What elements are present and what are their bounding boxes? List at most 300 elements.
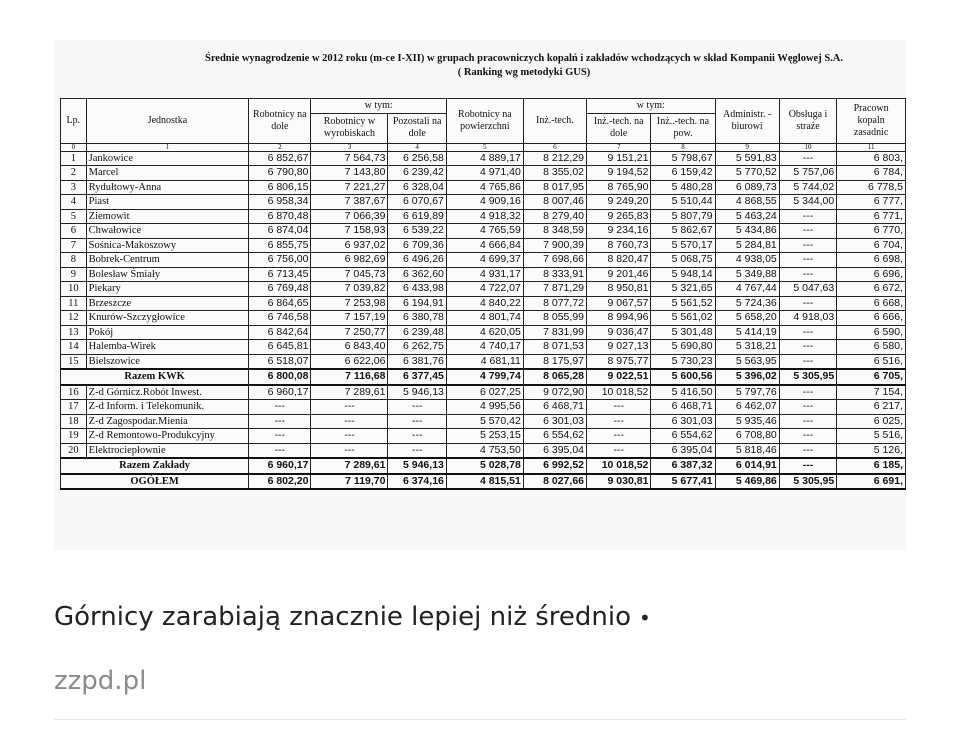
wage-cell: 6 870,48 <box>249 209 311 224</box>
wage-cell: 5 770,52 <box>715 166 779 181</box>
wage-cell: 6 622,06 <box>311 354 388 369</box>
unit-name: Piekary <box>86 282 249 297</box>
column-number: 2 <box>249 143 311 151</box>
wage-cell: 5 862,67 <box>651 224 715 239</box>
wage-cell: 6 803, <box>837 151 906 166</box>
wage-cell: --- <box>249 414 311 429</box>
wage-cell: 9 249,20 <box>587 195 651 210</box>
wage-cell: 6 380,78 <box>388 311 446 326</box>
wage-cell: 6 301,03 <box>651 414 715 429</box>
wage-cell: 9 201,46 <box>587 267 651 282</box>
header-w-tym-2: w tym: <box>587 99 716 114</box>
wage-cell: --- <box>779 340 836 355</box>
wage-cell: 8 950,81 <box>587 282 651 297</box>
wage-cell: --- <box>779 354 836 369</box>
column-number: 5 <box>446 143 523 151</box>
wage-cell: 6 377,45 <box>388 369 446 385</box>
table-row <box>61 209 906 224</box>
header-pozostali-na-dole: Pozostali na dole <box>388 113 446 143</box>
wage-cell: 6 645,81 <box>249 340 311 355</box>
row-number: 7 <box>61 238 87 253</box>
wage-cell: --- <box>311 400 388 415</box>
wage-cell: 6 619,89 <box>388 209 446 224</box>
wage-cell: 7 387,67 <box>311 195 388 210</box>
column-number: 3 <box>311 143 388 151</box>
wage-cell: 6 704, <box>837 238 906 253</box>
table-row <box>61 267 906 282</box>
wage-cell: 4 868,55 <box>715 195 779 210</box>
column-number: 0 <box>61 143 87 151</box>
wage-cell: --- <box>587 443 651 458</box>
unit-name: Sośnica-Makoszowy <box>86 238 249 253</box>
article-caption-text[interactable]: Górnicy zarabiają znacznie lepiej niż średnio <box>54 602 632 632</box>
wage-cell: --- <box>779 209 836 224</box>
table-row <box>61 414 906 429</box>
wage-cell: 8 348,59 <box>523 224 586 239</box>
wage-cell: 6 958,34 <box>249 195 311 210</box>
divider <box>54 719 906 720</box>
wage-cell: 6 554,62 <box>523 429 586 444</box>
unit-name: Halemba-Wirek <box>86 340 249 355</box>
article-source[interactable]: zzpd.pl <box>54 666 147 696</box>
wage-cell: 8 212,29 <box>523 151 586 166</box>
wage-cell: 6 387,32 <box>651 458 715 474</box>
wage-cell: 6 217, <box>837 400 906 415</box>
row-number: 20 <box>61 443 87 458</box>
row-number: 1 <box>61 151 87 166</box>
wage-cell: 6 301,03 <box>523 414 586 429</box>
wage-cell: 6 239,48 <box>388 325 446 340</box>
wage-cell: 4 889,17 <box>446 151 523 166</box>
wage-cell: 6 852,67 <box>249 151 311 166</box>
wage-cell: --- <box>249 443 311 458</box>
wage-cell: 8 077,72 <box>523 296 586 311</box>
wage-cell: 6 756,00 <box>249 253 311 268</box>
wage-cell: 6 362,60 <box>388 267 446 282</box>
wage-cell: 6 843,40 <box>311 340 388 355</box>
table-row <box>61 253 906 268</box>
wage-cell: 6 864,65 <box>249 296 311 311</box>
wage-cell: 5 510,44 <box>651 195 715 210</box>
wage-cell: 5 757,06 <box>779 166 836 181</box>
header-administr-biurowi: Administr. -biurowi <box>715 99 779 144</box>
wage-cell: --- <box>311 443 388 458</box>
wage-cell: 5 318,21 <box>715 340 779 355</box>
table-row <box>61 325 906 340</box>
wage-cell: 6 539,22 <box>388 224 446 239</box>
wage-cell: --- <box>249 429 311 444</box>
table-row <box>61 224 906 239</box>
column-number: 6 <box>523 143 586 151</box>
wage-cell: 5 946,13 <box>388 458 446 474</box>
wage-cell: --- <box>779 429 836 444</box>
header-inz-tech-na-dole: Inż.-tech. na dole <box>587 113 651 143</box>
wage-cell: 5 946,13 <box>388 385 446 400</box>
wage-cell: 5 807,79 <box>651 209 715 224</box>
wage-cell: 5 658,20 <box>715 311 779 326</box>
wage-cell: 8 279,40 <box>523 209 586 224</box>
document-image[interactable] <box>54 40 906 550</box>
wage-cell: 7 831,99 <box>523 325 586 340</box>
wage-cell: 7 154, <box>837 385 906 400</box>
wage-cell: 6 025, <box>837 414 906 429</box>
wage-cell: 5 434,86 <box>715 224 779 239</box>
wage-cell: 4 909,16 <box>446 195 523 210</box>
wage-cell: 9 265,83 <box>587 209 651 224</box>
wage-cell: 6 874,04 <box>249 224 311 239</box>
wage-cell: 8 765,90 <box>587 180 651 195</box>
wage-cell: 6 708,80 <box>715 429 779 444</box>
wage-cell: 6 468,71 <box>523 400 586 415</box>
wage-cell: --- <box>779 224 836 239</box>
unit-name: Bolesław Śmiały <box>86 267 249 282</box>
row-number: 19 <box>61 429 87 444</box>
caption-bullet: • <box>639 606 651 630</box>
wage-cell: 6 256,58 <box>388 151 446 166</box>
unit-name: Pokój <box>86 325 249 340</box>
row-number: 2 <box>61 166 87 181</box>
row-number: 9 <box>61 267 87 282</box>
header-robotnicy-w-wyrobiskach: Robotnicy w wyrobiskach <box>311 113 388 143</box>
row-number: 8 <box>61 253 87 268</box>
wage-cell: 6 433,98 <box>388 282 446 297</box>
wage-cell: 6 855,75 <box>249 238 311 253</box>
wage-cell: 8 760,73 <box>587 238 651 253</box>
wage-cell: 5 305,95 <box>779 369 836 385</box>
wage-cell: 8 071,53 <box>523 340 586 355</box>
wage-cell: 4 815,51 <box>446 474 523 490</box>
column-number: 7 <box>587 143 651 151</box>
column-number: 1 <box>86 143 249 151</box>
wage-cell: 7 871,29 <box>523 282 586 297</box>
wage-cell: 6 580, <box>837 340 906 355</box>
wage-cell: 5 068,75 <box>651 253 715 268</box>
wage-cell: 7 564,73 <box>311 151 388 166</box>
wage-cell: 5 284,81 <box>715 238 779 253</box>
wage-cell: 6 937,02 <box>311 238 388 253</box>
wage-cell: 4 801,74 <box>446 311 523 326</box>
wage-cell: --- <box>311 429 388 444</box>
wage-cell: 8 175,97 <box>523 354 586 369</box>
header-pracownicy-kopaln: Pracown kopaln zasadnic <box>837 99 906 144</box>
wage-cell: 7 221,27 <box>311 180 388 195</box>
wage-cell: 5 818,46 <box>715 443 779 458</box>
wage-cell: 6 554,62 <box>651 429 715 444</box>
table-row <box>61 180 906 195</box>
document-title-line-2: ( Ranking wg metodyki GUS) <box>457 67 591 78</box>
wage-cell: 7 066,39 <box>311 209 388 224</box>
wage-cell: 5 561,02 <box>651 311 715 326</box>
table-row <box>61 400 906 415</box>
table-total-row <box>61 369 906 385</box>
table-row <box>61 296 906 311</box>
wage-cell: --- <box>779 443 836 458</box>
wage-cell: 6 696, <box>837 267 906 282</box>
row-number: 3 <box>61 180 87 195</box>
wage-cell: 5 570,42 <box>446 414 523 429</box>
wage-cell: 6 778,5 <box>837 180 906 195</box>
row-number: 5 <box>61 209 87 224</box>
unit-name: Z-d Górnicz.Robót Inwest. <box>86 385 249 400</box>
wage-cell: 8 820,47 <box>587 253 651 268</box>
row-number: 11 <box>61 296 87 311</box>
header-inz-tech: Inż.-tech. <box>523 99 586 144</box>
wage-cell: 7 116,68 <box>311 369 388 385</box>
wage-cell: 5 416,50 <box>651 385 715 400</box>
wage-cell: 4 765,86 <box>446 180 523 195</box>
unit-name: Piast <box>86 195 249 210</box>
wage-cell: --- <box>779 458 836 474</box>
wage-cell: 6 395,04 <box>651 443 715 458</box>
wage-cell: 7 143,80 <box>311 166 388 181</box>
wage-cell: 5 396,02 <box>715 369 779 385</box>
table-row <box>61 311 906 326</box>
row-number: 18 <box>61 414 87 429</box>
wage-cell: 5 724,36 <box>715 296 779 311</box>
wage-cell: 5 126, <box>837 443 906 458</box>
wage-cell: 6 769,48 <box>249 282 311 297</box>
table-row <box>61 354 906 369</box>
wage-cell: 5 344,00 <box>779 195 836 210</box>
wage-cell: 5 047,63 <box>779 282 836 297</box>
wage-cell: 6 800,08 <box>249 369 311 385</box>
wage-cell: 4 620,05 <box>446 325 523 340</box>
wage-cell: 5 321,65 <box>651 282 715 297</box>
wage-cell: 8 994,96 <box>587 311 651 326</box>
wage-cell: 4 765,59 <box>446 224 523 239</box>
wage-cell: 6 960,17 <box>249 385 311 400</box>
table-row <box>61 238 906 253</box>
wage-cell: 7 158,93 <box>311 224 388 239</box>
wage-cell: 5 028,78 <box>446 458 523 474</box>
wage-cell: 9 036,47 <box>587 325 651 340</box>
wage-cell: --- <box>779 253 836 268</box>
wage-cell: 9 030,81 <box>587 474 651 490</box>
header-w-tym-1: w tym: <box>311 99 446 114</box>
total-label: Razem KWK <box>61 369 249 385</box>
wage-cell: 6 590, <box>837 325 906 340</box>
wage-cell: 5 305,95 <box>779 474 836 490</box>
wage-cell: 6 691, <box>837 474 906 490</box>
unit-name: Z-d Remontowo-Produkcyjny <box>86 429 249 444</box>
wage-cell: --- <box>587 429 651 444</box>
wage-cell: 4 995,56 <box>446 400 523 415</box>
wage-cell: 6 770, <box>837 224 906 239</box>
unit-name: Brzeszcze <box>86 296 249 311</box>
wage-cell: --- <box>388 443 446 458</box>
article-caption[interactable] <box>54 602 651 632</box>
row-number: 13 <box>61 325 87 340</box>
wage-cell: 7 289,61 <box>311 458 388 474</box>
wage-cell: 5 301,48 <box>651 325 715 340</box>
unit-name: Ziemowit <box>86 209 249 224</box>
wage-cell: --- <box>311 414 388 429</box>
wage-cell: 4 931,17 <box>446 267 523 282</box>
wage-cell: 6 518,07 <box>249 354 311 369</box>
wage-cell: 5 563,95 <box>715 354 779 369</box>
column-number: 9 <box>715 143 779 151</box>
wage-cell: 7 253,98 <box>311 296 388 311</box>
wage-cell: 6 790,80 <box>249 166 311 181</box>
wages-table <box>60 98 906 490</box>
wage-cell: 6 027,25 <box>446 385 523 400</box>
unit-name: Rydułtowy-Anna <box>86 180 249 195</box>
wage-cell: 6 185, <box>837 458 906 474</box>
table-row <box>61 429 906 444</box>
total-label: OGÓŁEM <box>61 474 249 490</box>
column-number: 10 <box>779 143 836 151</box>
wage-cell: 4 681,11 <box>446 354 523 369</box>
wage-cell: 6 802,20 <box>249 474 311 490</box>
table-row <box>61 151 906 166</box>
column-number: 4 <box>388 143 446 151</box>
wage-cell: 6 159,42 <box>651 166 715 181</box>
wage-cell: 6 982,69 <box>311 253 388 268</box>
wage-cell: 9 022,51 <box>587 369 651 385</box>
unit-name: Knurów-Szczygłowice <box>86 311 249 326</box>
table-total-row <box>61 474 906 490</box>
wage-cell: 7 045,73 <box>311 267 388 282</box>
unit-name: Chwałowice <box>86 224 249 239</box>
wage-cell: 10 018,52 <box>587 458 651 474</box>
unit-name: Marcel <box>86 166 249 181</box>
wage-cell: 5 948,14 <box>651 267 715 282</box>
wage-cell: 6 381,76 <box>388 354 446 369</box>
column-number: 8 <box>651 143 715 151</box>
wage-cell: 6 705, <box>837 369 906 385</box>
wage-cell: --- <box>779 414 836 429</box>
header-inz-tech-na-pow: Inż..-tech. na pow. <box>651 113 715 143</box>
wage-cell: 4 740,17 <box>446 340 523 355</box>
table-total-row <box>61 458 906 474</box>
wage-cell: 6 516, <box>837 354 906 369</box>
wage-cell: 7 157,19 <box>311 311 388 326</box>
wage-cell: 4 666,84 <box>446 238 523 253</box>
wage-cell: 10 018,52 <box>587 385 651 400</box>
wage-cell: 7 698,66 <box>523 253 586 268</box>
unit-name: Z-d Zagospodar.Mienia <box>86 414 249 429</box>
wage-cell: 6 992,52 <box>523 458 586 474</box>
wage-cell: 5 600,56 <box>651 369 715 385</box>
wage-cell: --- <box>779 325 836 340</box>
wage-cell: 5 744,02 <box>779 180 836 195</box>
wage-cell: --- <box>587 400 651 415</box>
wage-cell: 9 234,16 <box>587 224 651 239</box>
header-robotnicy-na-powierzchni: Robotnicy na powierzchni <box>446 99 523 144</box>
wage-cell: 6 746,58 <box>249 311 311 326</box>
wage-cell: 7 289,61 <box>311 385 388 400</box>
wage-cell: 6 777, <box>837 195 906 210</box>
wage-cell: 5 677,41 <box>651 474 715 490</box>
wage-cell: 5 561,52 <box>651 296 715 311</box>
wage-cell: 5 463,24 <box>715 209 779 224</box>
unit-name: Elektrociepłownie <box>86 443 249 458</box>
wage-cell: --- <box>587 414 651 429</box>
wage-cell: --- <box>779 400 836 415</box>
wage-cell: 4 767,44 <box>715 282 779 297</box>
table-row <box>61 385 906 400</box>
wage-cell: 4 938,05 <box>715 253 779 268</box>
wage-cell: 8 027,66 <box>523 474 586 490</box>
wage-cell: 8 333,91 <box>523 267 586 282</box>
wage-cell: 6 070,67 <box>388 195 446 210</box>
wage-cell: 6 842,64 <box>249 325 311 340</box>
wage-cell: 5 349,88 <box>715 267 779 282</box>
unit-name: Bobrek-Centrum <box>86 253 249 268</box>
table-row <box>61 166 906 181</box>
wage-cell: --- <box>779 151 836 166</box>
unit-name: Bielszowice <box>86 354 249 369</box>
wage-cell: 8 975,77 <box>587 354 651 369</box>
wage-cell: 6 709,36 <box>388 238 446 253</box>
wage-cell: 4 722,07 <box>446 282 523 297</box>
wage-cell: --- <box>779 385 836 400</box>
wage-cell: 5 570,17 <box>651 238 715 253</box>
wage-cell: --- <box>779 267 836 282</box>
row-number: 6 <box>61 224 87 239</box>
wage-cell: 9 194,52 <box>587 166 651 181</box>
wage-cell: 6 262,75 <box>388 340 446 355</box>
wage-cell: --- <box>388 400 446 415</box>
wage-cell: 4 918,03 <box>779 311 836 326</box>
wage-cell: 6 960,17 <box>249 458 311 474</box>
table-row <box>61 195 906 210</box>
wage-cell: 7 900,39 <box>523 238 586 253</box>
wage-cell: 4 753,50 <box>446 443 523 458</box>
wage-cell: 5 591,83 <box>715 151 779 166</box>
document-title-line-1: Średnie wynagrodzenie w 2012 roku (m-ce I-XII) w grupach pracowniczych kopalń i zakładów wchodzących w skład Kompanii Węglowej S.A. <box>205 53 843 64</box>
document-title <box>144 52 904 80</box>
header-lp: Lp. <box>61 99 87 144</box>
wage-cell: 6 239,42 <box>388 166 446 181</box>
wage-cell: 6 672, <box>837 282 906 297</box>
wage-cell: 9 072,90 <box>523 385 586 400</box>
header-jednostka: Jednostka <box>86 99 249 144</box>
wage-cell: 5 690,80 <box>651 340 715 355</box>
wage-cell: 9 151,21 <box>587 151 651 166</box>
wage-cell: 5 253,15 <box>446 429 523 444</box>
row-number: 12 <box>61 311 87 326</box>
wage-cell: 6 328,04 <box>388 180 446 195</box>
wage-cell: 6 713,45 <box>249 267 311 282</box>
header-obsluga-i-straze: Obsługa i straże <box>779 99 836 144</box>
wage-cell: --- <box>249 400 311 415</box>
column-number: 11 <box>837 143 906 151</box>
wage-cell: --- <box>779 238 836 253</box>
wage-cell: --- <box>388 414 446 429</box>
wage-cell: 6 014,91 <box>715 458 779 474</box>
wage-cell: 8 007,46 <box>523 195 586 210</box>
table-row <box>61 443 906 458</box>
wage-cell: 6 395,04 <box>523 443 586 458</box>
wage-cell: 5 516, <box>837 429 906 444</box>
wage-cell: 6 666, <box>837 311 906 326</box>
wage-cell: 6 496,26 <box>388 253 446 268</box>
row-number: 10 <box>61 282 87 297</box>
row-number: 4 <box>61 195 87 210</box>
wage-cell: 6 698, <box>837 253 906 268</box>
wage-cell: 6 784, <box>837 166 906 181</box>
wage-cell: 4 699,37 <box>446 253 523 268</box>
wage-cell: 4 971,40 <box>446 166 523 181</box>
column-number-row <box>61 143 906 151</box>
row-number: 16 <box>61 385 87 400</box>
wage-cell: 6 462,07 <box>715 400 779 415</box>
wage-cell: 5 797,76 <box>715 385 779 400</box>
wage-cell: 4 799,74 <box>446 369 523 385</box>
wage-cell: 6 374,16 <box>388 474 446 490</box>
wage-cell: 8 055,99 <box>523 311 586 326</box>
